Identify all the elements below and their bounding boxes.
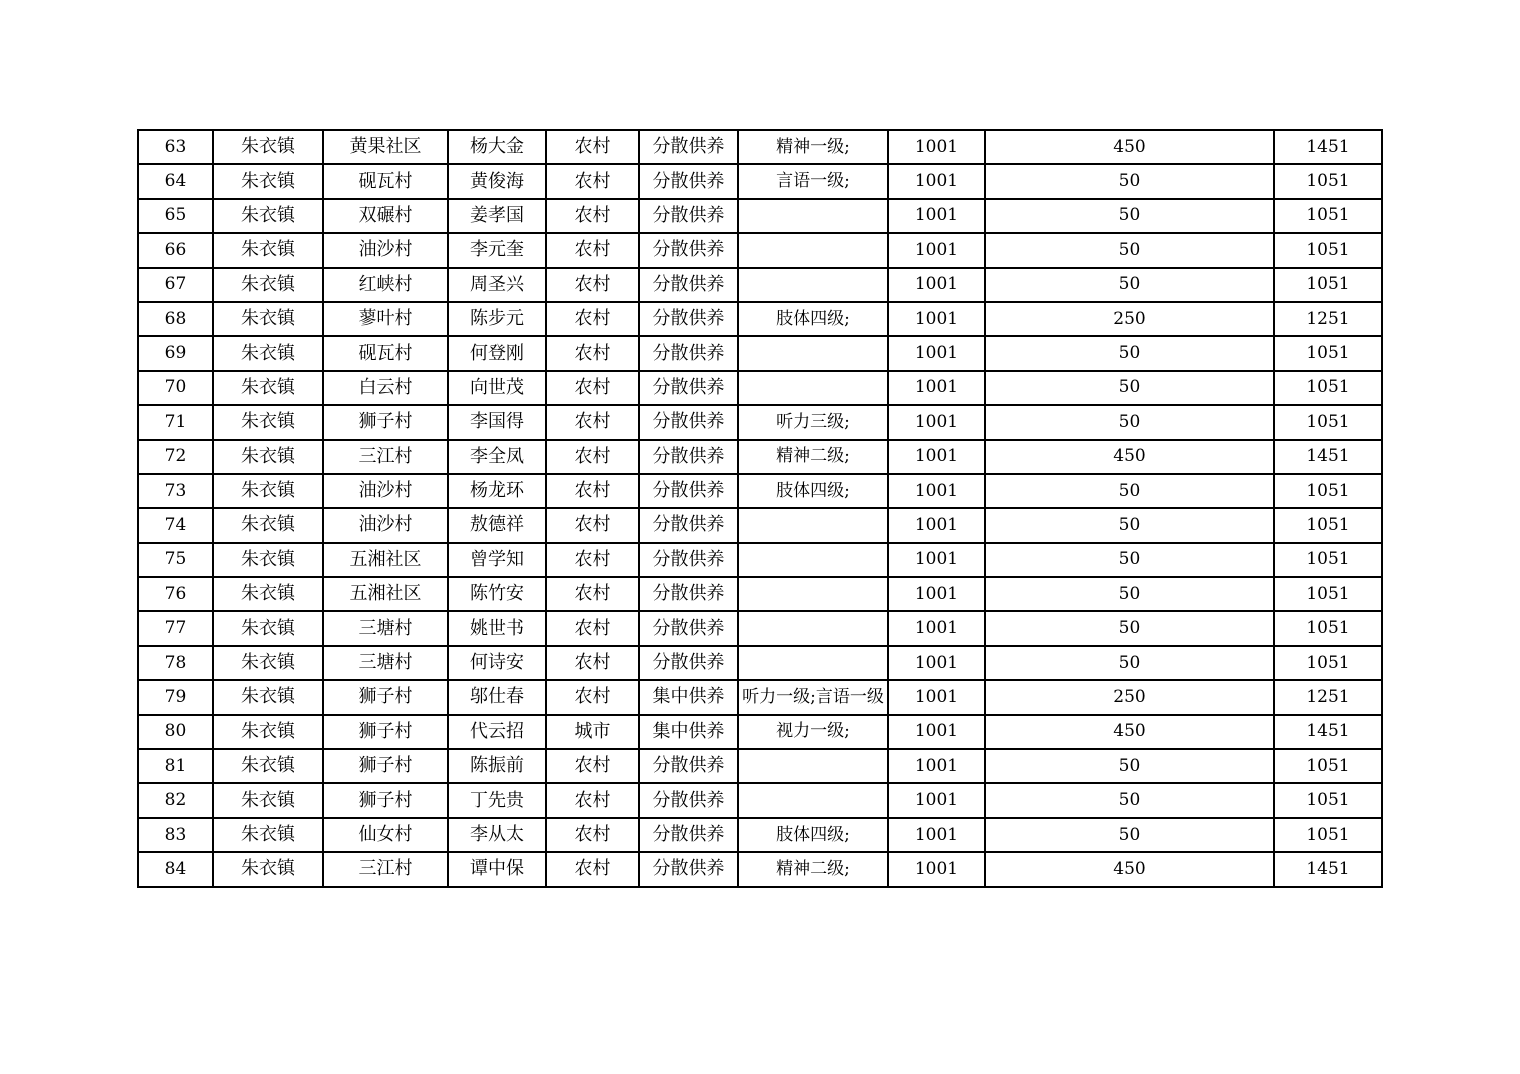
- cell-amount-base: 1001: [888, 474, 985, 508]
- cell-residence-type: 农村: [546, 474, 639, 508]
- table-row: [138, 233, 1382, 267]
- cell-town: 朱衣镇: [213, 336, 323, 370]
- cell-seq-no: 67: [138, 268, 213, 302]
- cell-amount-extra: 50: [985, 543, 1274, 577]
- table-body: [138, 130, 1382, 887]
- cell-amount-base: 1001: [888, 611, 985, 645]
- cell-amount-total: 1451: [1274, 440, 1382, 474]
- cell-amount-base: 1001: [888, 508, 985, 542]
- cell-amount-extra: 450: [985, 440, 1274, 474]
- cell-town: 朱衣镇: [213, 164, 323, 198]
- cell-support-type: 分散供养: [639, 199, 738, 233]
- table-row: [138, 611, 1382, 645]
- cell-name: 丁先贵: [448, 783, 546, 817]
- table-row: [138, 508, 1382, 542]
- cell-village: 狮子村: [323, 749, 448, 783]
- cell-disability: [738, 577, 888, 611]
- cell-residence-type: 农村: [546, 233, 639, 267]
- cell-amount-total: 1451: [1274, 130, 1382, 164]
- cell-residence-type: 农村: [546, 543, 639, 577]
- cell-amount-total: 1051: [1274, 474, 1382, 508]
- cell-amount-total: 1051: [1274, 371, 1382, 405]
- cell-support-type: 集中供养: [639, 680, 738, 714]
- cell-town: 朱衣镇: [213, 577, 323, 611]
- table-row: [138, 302, 1382, 336]
- cell-town: 朱衣镇: [213, 611, 323, 645]
- cell-town: 朱衣镇: [213, 508, 323, 542]
- cell-amount-extra: 50: [985, 646, 1274, 680]
- cell-seq-no: 69: [138, 336, 213, 370]
- cell-amount-base: 1001: [888, 680, 985, 714]
- cell-amount-extra: 250: [985, 680, 1274, 714]
- cell-village: 三江村: [323, 852, 448, 886]
- cell-amount-base: 1001: [888, 646, 985, 680]
- cell-amount-total: 1451: [1274, 715, 1382, 749]
- cell-name: 杨龙环: [448, 474, 546, 508]
- cell-disability: [738, 611, 888, 645]
- cell-amount-extra: 50: [985, 233, 1274, 267]
- cell-disability: 肢体四级;: [738, 474, 888, 508]
- cell-amount-base: 1001: [888, 543, 985, 577]
- cell-town: 朱衣镇: [213, 680, 323, 714]
- table-row: [138, 474, 1382, 508]
- cell-town: 朱衣镇: [213, 543, 323, 577]
- cell-disability: 言语一级;: [738, 164, 888, 198]
- table-row: [138, 336, 1382, 370]
- cell-town: 朱衣镇: [213, 302, 323, 336]
- cell-amount-base: 1001: [888, 336, 985, 370]
- cell-disability: [738, 199, 888, 233]
- cell-seq-no: 79: [138, 680, 213, 714]
- cell-town: 朱衣镇: [213, 783, 323, 817]
- cell-village: 五湘社区: [323, 577, 448, 611]
- cell-residence-type: 农村: [546, 268, 639, 302]
- cell-support-type: 分散供养: [639, 852, 738, 886]
- cell-residence-type: 农村: [546, 164, 639, 198]
- cell-amount-total: 1051: [1274, 749, 1382, 783]
- cell-seq-no: 70: [138, 371, 213, 405]
- cell-seq-no: 71: [138, 405, 213, 439]
- cell-amount-total: 1251: [1274, 680, 1382, 714]
- cell-village: 油沙村: [323, 233, 448, 267]
- cell-disability: [738, 508, 888, 542]
- cell-amount-base: 1001: [888, 783, 985, 817]
- cell-amount-total: 1051: [1274, 646, 1382, 680]
- cell-village: 砚瓦村: [323, 336, 448, 370]
- cell-support-type: 分散供养: [639, 646, 738, 680]
- cell-seq-no: 82: [138, 783, 213, 817]
- cell-seq-no: 64: [138, 164, 213, 198]
- cell-town: 朱衣镇: [213, 852, 323, 886]
- cell-town: 朱衣镇: [213, 268, 323, 302]
- cell-support-type: 分散供养: [639, 611, 738, 645]
- cell-amount-extra: 250: [985, 302, 1274, 336]
- table-row: [138, 646, 1382, 680]
- table-row: [138, 577, 1382, 611]
- cell-town: 朱衣镇: [213, 405, 323, 439]
- cell-residence-type: 城市: [546, 715, 639, 749]
- cell-support-type: 分散供养: [639, 749, 738, 783]
- cell-amount-extra: 50: [985, 749, 1274, 783]
- cell-disability: [738, 268, 888, 302]
- cell-disability: 精神二级;: [738, 440, 888, 474]
- table-row: [138, 164, 1382, 198]
- cell-support-type: 分散供养: [639, 302, 738, 336]
- cell-amount-total: 1051: [1274, 818, 1382, 852]
- cell-disability: [738, 783, 888, 817]
- cell-town: 朱衣镇: [213, 233, 323, 267]
- cell-village: 砚瓦村: [323, 164, 448, 198]
- cell-town: 朱衣镇: [213, 749, 323, 783]
- cell-amount-base: 1001: [888, 199, 985, 233]
- cell-seq-no: 76: [138, 577, 213, 611]
- table-row: [138, 783, 1382, 817]
- cell-residence-type: 农村: [546, 749, 639, 783]
- cell-amount-extra: 50: [985, 611, 1274, 645]
- cell-support-type: 分散供养: [639, 508, 738, 542]
- cell-amount-total: 1051: [1274, 268, 1382, 302]
- cell-disability: [738, 233, 888, 267]
- cell-name: 向世茂: [448, 371, 546, 405]
- cell-town: 朱衣镇: [213, 130, 323, 164]
- table-row: [138, 543, 1382, 577]
- cell-amount-base: 1001: [888, 749, 985, 783]
- table-row: [138, 440, 1382, 474]
- cell-residence-type: 农村: [546, 405, 639, 439]
- cell-amount-extra: 50: [985, 508, 1274, 542]
- cell-residence-type: 农村: [546, 852, 639, 886]
- cell-residence-type: 农村: [546, 440, 639, 474]
- cell-town: 朱衣镇: [213, 371, 323, 405]
- cell-disability: 肢体四级;: [738, 818, 888, 852]
- cell-amount-base: 1001: [888, 164, 985, 198]
- cell-residence-type: 农村: [546, 818, 639, 852]
- cell-village: 狮子村: [323, 783, 448, 817]
- cell-name: 李国得: [448, 405, 546, 439]
- cell-amount-base: 1001: [888, 577, 985, 611]
- cell-village: 红峡村: [323, 268, 448, 302]
- cell-village: 油沙村: [323, 508, 448, 542]
- cell-disability: 听力三级;: [738, 405, 888, 439]
- cell-amount-extra: 450: [985, 130, 1274, 164]
- cell-residence-type: 农村: [546, 199, 639, 233]
- cell-amount-base: 1001: [888, 818, 985, 852]
- cell-village: 双碾村: [323, 199, 448, 233]
- cell-amount-extra: 50: [985, 268, 1274, 302]
- cell-name: 何登刚: [448, 336, 546, 370]
- cell-seq-no: 68: [138, 302, 213, 336]
- cell-disability: [738, 543, 888, 577]
- cell-name: 敖德祥: [448, 508, 546, 542]
- cell-amount-base: 1001: [888, 440, 985, 474]
- cell-village: 狮子村: [323, 715, 448, 749]
- cell-amount-total: 1051: [1274, 405, 1382, 439]
- cell-amount-extra: 450: [985, 715, 1274, 749]
- cell-amount-base: 1001: [888, 715, 985, 749]
- cell-support-type: 分散供养: [639, 268, 738, 302]
- cell-town: 朱衣镇: [213, 715, 323, 749]
- cell-support-type: 分散供养: [639, 164, 738, 198]
- cell-seq-no: 81: [138, 749, 213, 783]
- cell-village: 三江村: [323, 440, 448, 474]
- cell-village: 白云村: [323, 371, 448, 405]
- cell-seq-no: 78: [138, 646, 213, 680]
- cell-amount-base: 1001: [888, 852, 985, 886]
- cell-name: 谭中保: [448, 852, 546, 886]
- cell-seq-no: 63: [138, 130, 213, 164]
- cell-disability: [738, 749, 888, 783]
- table-row: [138, 749, 1382, 783]
- table-row: [138, 268, 1382, 302]
- cell-seq-no: 77: [138, 611, 213, 645]
- cell-seq-no: 83: [138, 818, 213, 852]
- cell-name: 陈振前: [448, 749, 546, 783]
- cell-residence-type: 农村: [546, 577, 639, 611]
- cell-name: 李全凤: [448, 440, 546, 474]
- cell-support-type: 集中供养: [639, 715, 738, 749]
- cell-amount-extra: 50: [985, 474, 1274, 508]
- cell-amount-total: 1051: [1274, 543, 1382, 577]
- cell-disability: 听力一级;言语一级: [738, 680, 888, 714]
- cell-village: 五湘社区: [323, 543, 448, 577]
- cell-seq-no: 66: [138, 233, 213, 267]
- cell-amount-extra: 50: [985, 577, 1274, 611]
- table-row: [138, 371, 1382, 405]
- cell-residence-type: 农村: [546, 302, 639, 336]
- cell-name: 李元奎: [448, 233, 546, 267]
- cell-seq-no: 75: [138, 543, 213, 577]
- cell-amount-total: 1051: [1274, 577, 1382, 611]
- cell-village: 狮子村: [323, 680, 448, 714]
- cell-amount-total: 1051: [1274, 336, 1382, 370]
- cell-disability: [738, 336, 888, 370]
- cell-disability: 肢体四级;: [738, 302, 888, 336]
- cell-amount-base: 1001: [888, 130, 985, 164]
- table-row: [138, 715, 1382, 749]
- cell-village: 蓼叶村: [323, 302, 448, 336]
- cell-amount-extra: 50: [985, 783, 1274, 817]
- cell-name: 杨大金: [448, 130, 546, 164]
- cell-amount-base: 1001: [888, 302, 985, 336]
- cell-name: 曾学知: [448, 543, 546, 577]
- cell-amount-extra: 50: [985, 405, 1274, 439]
- table-row: [138, 199, 1382, 233]
- cell-support-type: 分散供养: [639, 577, 738, 611]
- cell-residence-type: 农村: [546, 130, 639, 164]
- table-row: [138, 818, 1382, 852]
- cell-support-type: 分散供养: [639, 543, 738, 577]
- cell-residence-type: 农村: [546, 371, 639, 405]
- cell-village: 黄果社区: [323, 130, 448, 164]
- cell-name: 何诗安: [448, 646, 546, 680]
- cell-support-type: 分散供养: [639, 371, 738, 405]
- cell-name: 姚世书: [448, 611, 546, 645]
- cell-disability: 精神一级;: [738, 130, 888, 164]
- cell-support-type: 分散供养: [639, 818, 738, 852]
- table-row: [138, 130, 1382, 164]
- cell-seq-no: 80: [138, 715, 213, 749]
- cell-amount-extra: 50: [985, 336, 1274, 370]
- cell-amount-base: 1001: [888, 268, 985, 302]
- cell-residence-type: 农村: [546, 611, 639, 645]
- cell-name: 陈步元: [448, 302, 546, 336]
- cell-residence-type: 农村: [546, 646, 639, 680]
- cell-name: 周圣兴: [448, 268, 546, 302]
- cell-town: 朱衣镇: [213, 199, 323, 233]
- cell-name: 姜孝国: [448, 199, 546, 233]
- cell-amount-total: 1051: [1274, 164, 1382, 198]
- cell-support-type: 分散供养: [639, 440, 738, 474]
- cell-support-type: 分散供养: [639, 336, 738, 370]
- cell-residence-type: 农村: [546, 336, 639, 370]
- cell-amount-total: 1051: [1274, 508, 1382, 542]
- cell-amount-total: 1051: [1274, 199, 1382, 233]
- cell-amount-total: 1051: [1274, 233, 1382, 267]
- cell-amount-base: 1001: [888, 371, 985, 405]
- cell-support-type: 分散供养: [639, 474, 738, 508]
- cell-disability: [738, 646, 888, 680]
- table-row: [138, 405, 1382, 439]
- cell-amount-total: 1051: [1274, 783, 1382, 817]
- cell-amount-extra: 50: [985, 818, 1274, 852]
- cell-town: 朱衣镇: [213, 646, 323, 680]
- cell-village: 三塘村: [323, 646, 448, 680]
- cell-support-type: 分散供养: [639, 130, 738, 164]
- cell-amount-total: 1051: [1274, 611, 1382, 645]
- cell-name: 陈竹安: [448, 577, 546, 611]
- cell-disability: 精神二级;: [738, 852, 888, 886]
- cell-seq-no: 84: [138, 852, 213, 886]
- cell-disability: [738, 371, 888, 405]
- cell-town: 朱衣镇: [213, 818, 323, 852]
- cell-name: 邬仕春: [448, 680, 546, 714]
- cell-town: 朱衣镇: [213, 440, 323, 474]
- cell-name: 李从太: [448, 818, 546, 852]
- cell-support-type: 分散供养: [639, 405, 738, 439]
- cell-name: 黄俊海: [448, 164, 546, 198]
- cell-residence-type: 农村: [546, 783, 639, 817]
- cell-amount-base: 1001: [888, 405, 985, 439]
- cell-amount-total: 1451: [1274, 852, 1382, 886]
- cell-amount-extra: 50: [985, 371, 1274, 405]
- cell-town: 朱衣镇: [213, 474, 323, 508]
- cell-support-type: 分散供养: [639, 233, 738, 267]
- cell-residence-type: 农村: [546, 680, 639, 714]
- cell-amount-extra: 50: [985, 164, 1274, 198]
- cell-village: 油沙村: [323, 474, 448, 508]
- cell-village: 狮子村: [323, 405, 448, 439]
- cell-seq-no: 65: [138, 199, 213, 233]
- cell-disability: 视力一级;: [738, 715, 888, 749]
- cell-village: 三塘村: [323, 611, 448, 645]
- cell-seq-no: 74: [138, 508, 213, 542]
- cell-amount-extra: 50: [985, 199, 1274, 233]
- cell-amount-base: 1001: [888, 233, 985, 267]
- cell-amount-extra: 450: [985, 852, 1274, 886]
- table-row: [138, 680, 1382, 714]
- table-row: [138, 852, 1382, 886]
- cell-seq-no: 73: [138, 474, 213, 508]
- cell-village: 仙女村: [323, 818, 448, 852]
- cell-seq-no: 72: [138, 440, 213, 474]
- cell-residence-type: 农村: [546, 508, 639, 542]
- records-table: [137, 129, 1383, 888]
- cell-support-type: 分散供养: [639, 783, 738, 817]
- cell-name: 代云招: [448, 715, 546, 749]
- cell-amount-total: 1251: [1274, 302, 1382, 336]
